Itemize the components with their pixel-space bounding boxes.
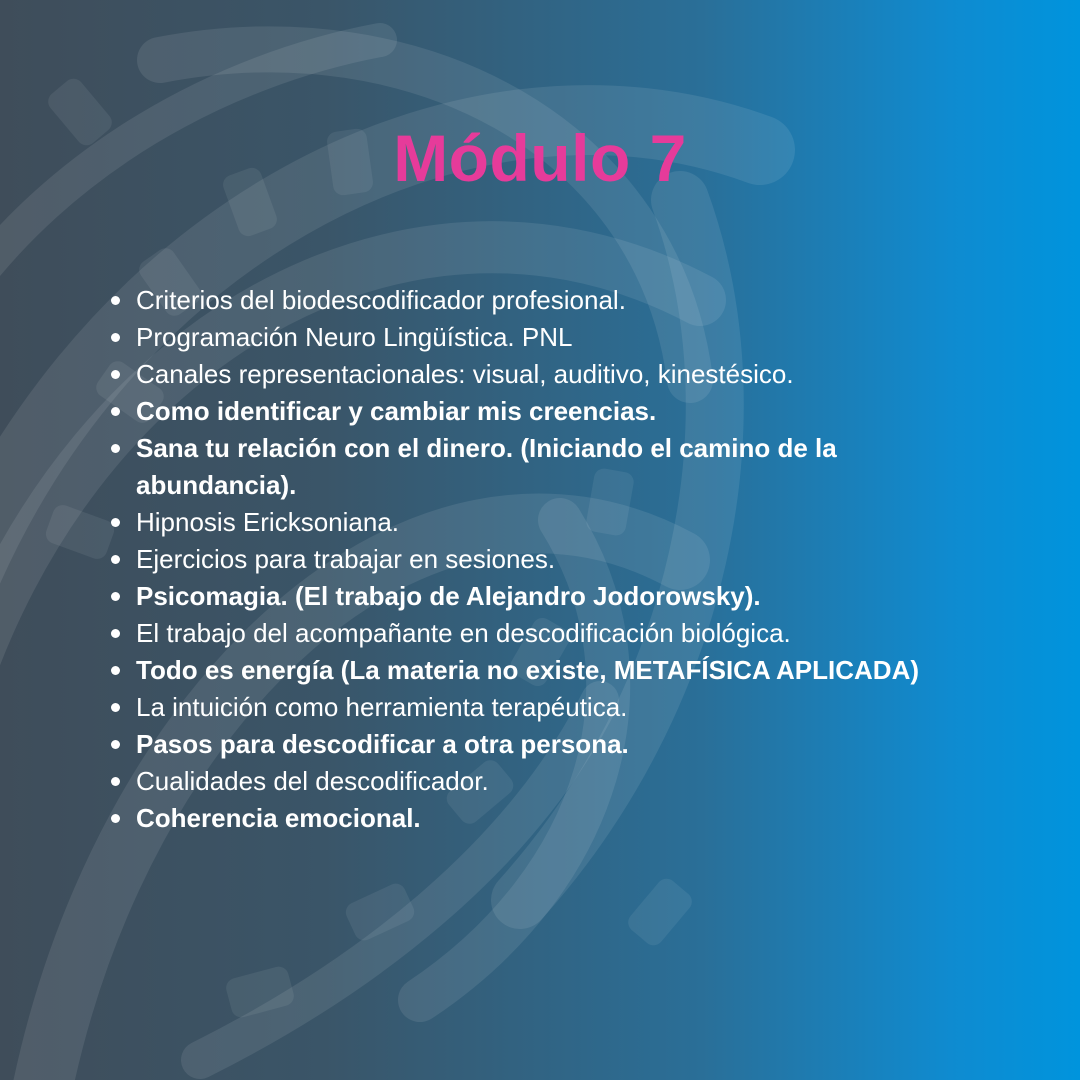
list-item-text: Sana tu relación con el dinero. (Iniciando el camino de la abundancia). [136,433,837,500]
list-item [108,689,968,726]
bullet-icon [111,370,120,379]
list-item [108,800,968,837]
bullet-icon [111,777,120,786]
list-item [108,726,968,763]
list-item-text: La intuición como herramienta terapéutica. [136,692,628,722]
list-item [108,541,968,578]
list-item [108,504,968,541]
list-item-text: Pasos para descodificar a otra persona. [136,729,629,759]
bullet-icon [111,333,120,342]
list-item [108,393,968,430]
bullet-icon [111,518,120,527]
bullet-icon [111,296,120,305]
list-item-text: Psicomagia. (El trabajo de Alejandro Jodorowsky). [136,581,761,611]
bullet-icon [111,407,120,416]
topic-list [108,282,968,837]
list-item [108,615,968,652]
list-item [108,319,968,356]
list-item-text: El trabajo del acompañante en descodificación biológica. [136,618,791,648]
bullet-icon [111,666,120,675]
list-item [108,763,968,800]
bullet-icon [111,629,120,638]
bullet-icon [111,740,120,749]
list-item [108,578,968,615]
bullet-icon [111,555,120,564]
list-item-text: Cualidades del descodificador. [136,766,489,796]
list-item-text: Ejercicios para trabajar en sesiones. [136,544,556,574]
bullet-icon [111,814,120,823]
list-item [108,652,968,689]
list-item-text: Programación Neuro Lingüística. PNL [136,322,573,352]
bullet-icon [111,703,120,712]
list-item-text: Como identificar y cambiar mis creencias. [136,396,657,426]
list-item [108,430,968,504]
list-item-text: Todo es energía (La materia no existe, METAFÍSICA APLICADA) [136,655,920,685]
list-item-text: Canales representacionales: visual, auditivo, kinestésico. [136,359,794,389]
list-item [108,356,968,393]
page-title: Módulo 7 [393,121,687,195]
list-item [108,282,968,319]
list-item-text: Coherencia emocional. [136,803,421,833]
list-item-text: Criterios del biodescodificador profesional. [136,285,626,315]
bullet-icon [111,592,120,601]
bullet-icon [111,444,120,453]
list-item-text: Hipnosis Ericksoniana. [136,507,400,537]
